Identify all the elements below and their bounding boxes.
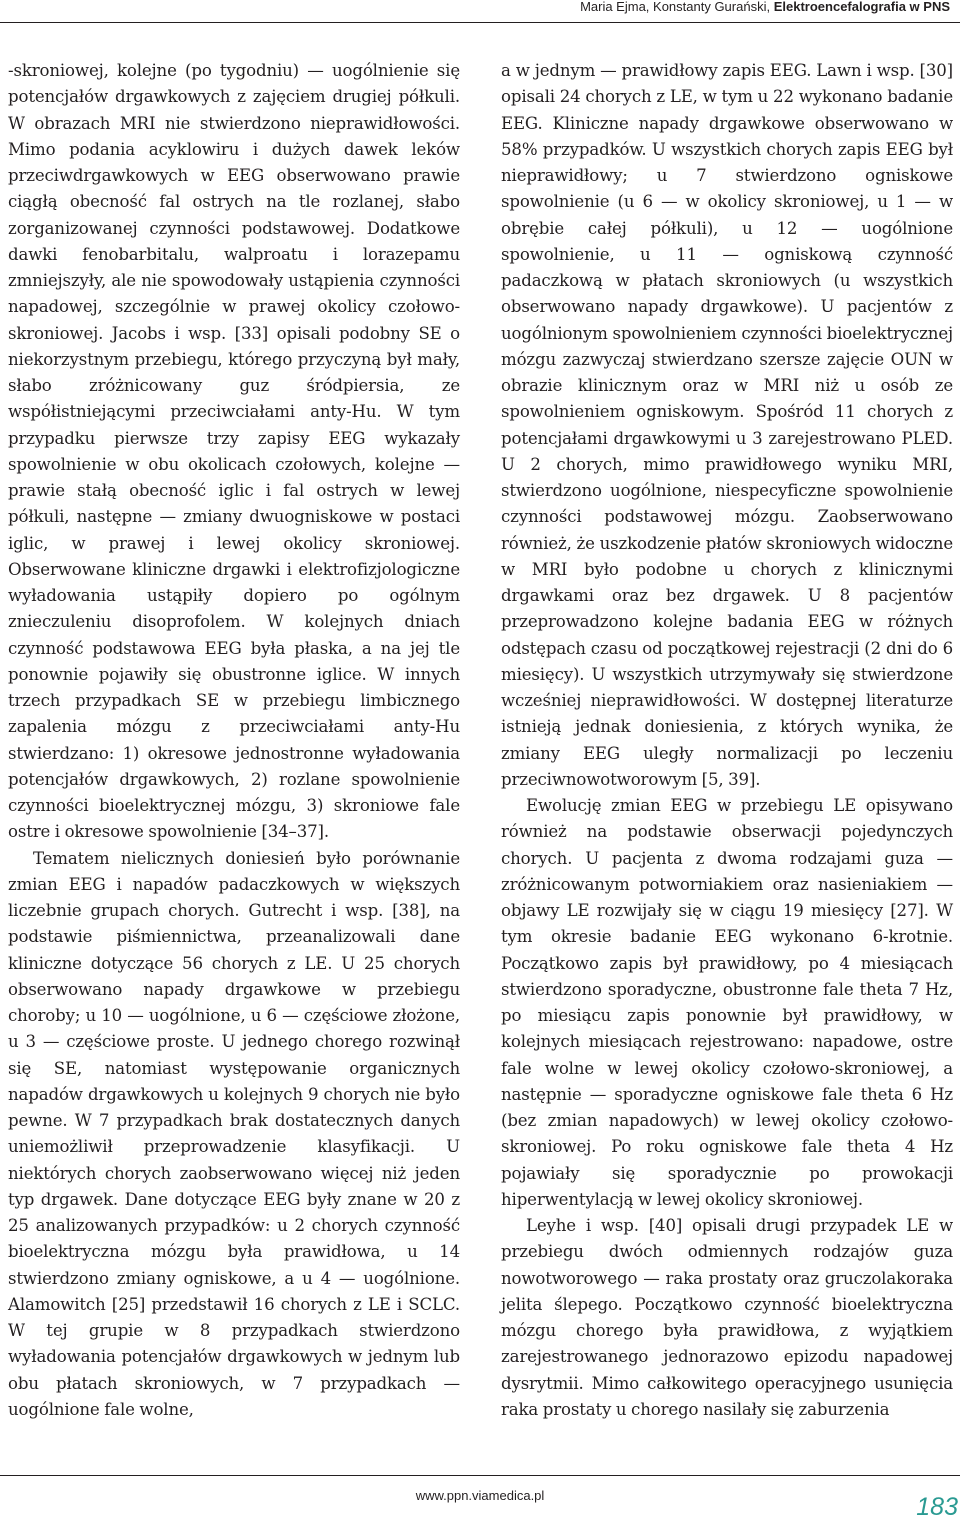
- running-header: [580, 0, 950, 18]
- left-paragraph-1: -skroniowej, kolejne (po tygodniu) — uogólnienie się potencjałów drgawkowych z zajęciem drugiej półkuli. W obrazach MRI nie stwierdzono nieprawidłowości. Mimo podania acyklowiru i dużych dawek leków przeciwdrgawkowych w EEG obserwowano prawie ciągłą obecność fal ostrych na tle rozlanej, słabo zorganizowanej czynności podstawowej. Dodatkowe dawki fenobarbitalu, walproatu i lorazepamu zmniejszyły, ale nie spowodowały ustąpienia czynności napadowej, szczególnie w prawej okolicy czołowo-skroniowej. Jacobs i wsp. [33] opisali podobny SE o niekorzystnym przebiegu, którego przyczyną był mały, słabo zróżnicowany guz śródpiersia, ze współistniejącymi przeciwciałami anty-Hu. W tym przypadku pierwsze trzy zapisy EEG wykazały spowolnienie w obu okolicach czołowych, kolejne — prawie stałą obecność iglic i fal ostrych w lewej półkuli, następne — zmiany dwuogniskowe w postaci iglic, w prawej i lewej okolicy skroniowej. Obserwowane kliniczne drgawki i elektrofizjologiczne wyładowania ustąpiły dopiero po ogólnym znieczuleniu disoprofolem. W kolejnych dniach czynność podstawowa EEG była płaska, a na jej tle ponownie pojawiły się obustronne iglice. W innych trzech przypadkach SE w przebiegu limbicznego zapalenia mózgu z przeciwciałami anty-Hu stwierdzano: 1) okresowe jednostronne wyładowania potencjałów drgawkowych, 2) rozlane spowolnienie czynności bioelektrycznej mózgu, 3) skroniowe fale ostre i okresowe spowolnienie [34–37].: [8, 61, 460, 842]
- header-authors: Maria Ejma, Konstanty Gurański,: [580, 0, 771, 14]
- header-journal-title: Elektroencefalografia w PNS: [773, 0, 950, 14]
- right-paragraph-1: a w jednym — prawidłowy zapis EEG. Lawn i wsp. [30] opisali 24 chorych z LE, w tym u 22 wykonano badanie EEG. Kliniczne napady drgawkowe obserwowano w 58% przypadków. U wszystkich chorych zapis EEG był nieprawidłowy; u 7 stwierdzono ogniskowe spowolnienie (u 6 — w okolicy skroniowej, u 1 — w obrębie całej półkuli), u 12 — uogólnione spowolnienie, u 11 — ogniskową czynność padaczkową w płatach skroniowych (u wszystkich obserwowano napady drgawkowe). U pacjentów z uogólnionym spowolnieniem czynności bioelektrycznej mózgu zazwyczaj stwierdzano szersze zajęcie OUN w obrazie klinicznym oraz w MRI niż u osób ze spowolnieniem ogniskowym. Spośród 11 chorych z potencjałami drgawkowymi u 3 zarejestrowano PLED. U 2 chorych, mimo prawidłowego wyniku MRI, stwierdzono uogólnione, niespecyficzne spowolnienie czynności podstawowej mózgu. Zaobserwowano również, że uszkodzenie płatów skroniowych widoczne w MRI było podobne u chorych z klinicznymi drgawkami oraz bez drgawek. U 8 pacjentów przeprowadzono kolejne badania EEG w różnych odstępach czasu od początkowej rejestracji (2 dni do 6 miesięcy). U wszystkich utrzymywały się stwierdzone wcześniej nieprawidłowości. W dostępnej literaturze istnieją jednak doniesienia, z których wynika, że zmiany EEG uległy normalizacji po leczeniu przeciwnowotworowym [5, 39].: [501, 61, 953, 789]
- footer-divider: [0, 1475, 960, 1476]
- page-number: 183: [916, 1493, 958, 1521]
- right-column: [501, 58, 953, 1423]
- footer-url: www.ppn.viamedica.pl: [415, 1488, 545, 1503]
- header-divider: [0, 22, 960, 23]
- right-paragraph-2: Ewolucję zmian EEG w przebiegu LE opisywano również na podstawie obserwacji pojedynczych chorych. U pacjenta z dwoma rodzajami guza — zróżnicowanym potworniakiem oraz nasieniakiem — objawy LE rozwijały się w ciągu 19 miesięcy [27]. W tym okresie badanie EEG wykonano 6-krotnie. Początkowo zapis był prawidłowy, po 4 miesiącach stwierdzono sporadyczne, obustronne fale theta 7 Hz, po miesiącu zapis ponownie był prawidłowy, w kolejnych miesiącach rejestrowano: napadowe, ostre fale wolne w lewej okolicy czołowo-skroniowej, a następnie — sporadyczne ogniskowe fale theta 6 Hz (bez zmian napadowych) w lewej okolicy czołowo-skroniowej. Po roku ogniskowe fale theta 4 Hz pojawiały się sporadycznie po prowokacji hiperwentylacją w lewej okolicy skroniowej.: [501, 796, 953, 1209]
- left-column: [8, 58, 460, 1423]
- left-paragraph-2: Tematem nielicznych doniesień było porównanie zmian EEG i napadów padaczkowych w większych liczebnie grupach chorych. Gutrecht i wsp. [38], na podstawie piśmiennictwa, przeanalizowali dane kliniczne dotyczące 56 chorych z LE. U 25 chorych obserwowano napady drgawkowe w przebiegu choroby; u 10 — uogólnione, u 6 — częściowe złożone, u 3 — częściowe proste. U jednego chorego rozwinął się SE, natomiast występowanie organicznych napadów drgawkowych u kolejnych 9 chorych nie było pewne. W 7 przypadkach brak dostatecznych danych uniemożliwił przeprowadzenie klasyfikacji. U niektórych chorych zaobserwowano więcej niż jeden typ drgawek. Dane dotyczące EEG były znane w 20 z 25 analizowanych przypadków: u 2 chorych czynność bioelektryczna mózgu była prawidłowa, u 14 stwierdzono zmiany ogniskowe, a u 4 — uogólnione. Alamowitch [25] przedstawił 16 chorych z LE i SCLC. W tej grupie w 8 przypadkach stwierdzono wyładowania potencjałów drgawkowych w jednym lub obu płatach skroniowych, w 7 przypadkach — uogólnione fale wolne,: [8, 848, 460, 1419]
- right-paragraph-3: Leyhe i wsp. [40] opisali drugi przypadek LE w przebiegu dwóch odmiennych rodzajów guza nowotworowego — raka prostaty oraz gruczolakoraka jelita ślepego. Początkowo czynność bioelektryczna mózgu chorego była prawidłowa, z wyjątkiem zarejestrowanego jednorazowo epizodu napadowej dysrytmii. Mimo całkowitego operacyjnego usunięcia raka prostaty u chorego nasilały się zaburzenia: [501, 1216, 953, 1419]
